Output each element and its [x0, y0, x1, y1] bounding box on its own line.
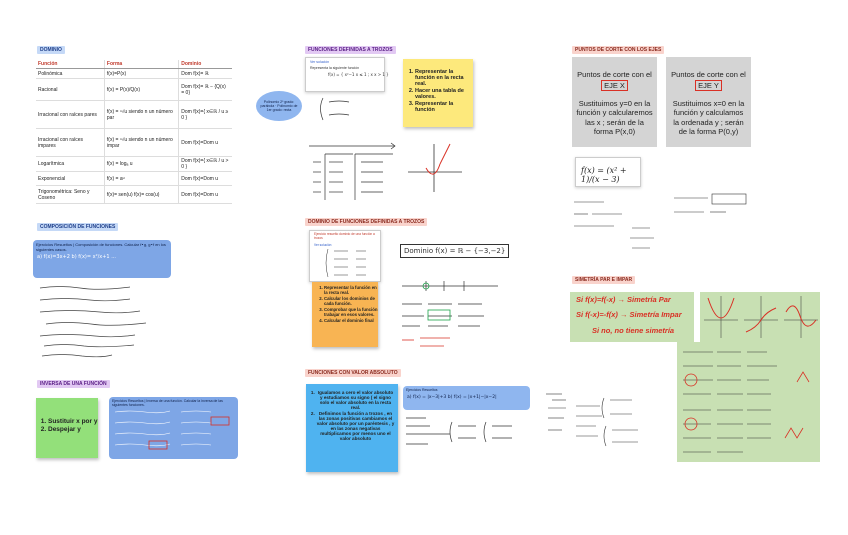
cell-dominio: Dom f(x)=Dom u: [179, 172, 232, 186]
valor-absoluto-step: 2. Definimos la función a trozos , en las zonas positivas cambiamos el valor absoluto por un paréntesis , y en las zonas negativas multiplicamos por menos uno el valor absoluto: [316, 411, 395, 441]
puntos-corte-formula: f(x) = (x² + 1)/(x − 3): [581, 166, 627, 184]
dominio-trozos-steps-note: [312, 282, 378, 347]
simetria-rules-panel: [570, 292, 694, 342]
table-row: [36, 101, 232, 129]
eje-x-label: EJE X: [601, 80, 628, 91]
simetria-impar-rule: Si f(-x)=-f(x) → Simetría Impar: [576, 310, 682, 319]
dominio-trozos-exercise-card[interactable]: [309, 230, 381, 282]
dominio-trozos-card-title: Ejercicio resuelto dominio de una función a trozos: [314, 232, 375, 240]
cell-forma: f(x)= sen(u) f(x)= cos(u): [104, 186, 178, 204]
simetria-par-rule: Si f(x)=f(-x) → Simetría Par: [576, 295, 671, 304]
cell-dominio: Dom f(x)={ x∈ℝ / u ≥ 0 }: [179, 101, 232, 129]
cell-funcion: Exponencial: [36, 172, 104, 186]
eje-y-body: Sustituimos x=0 en la función y calculamos la ordenada y ; serán de la forma P(0,y): [672, 99, 745, 137]
section-trozos-tag: FUNCIONES DEFINIDAS A TROZOS: [305, 46, 396, 54]
cell-dominio: Dom f(x)=Dom u: [179, 129, 232, 157]
puntos-corte-eje-y-card: [666, 57, 751, 147]
trozos-bubble: Polinomio 2º grado: parábola · Polinomio de 1er grado: recta: [256, 91, 302, 121]
composicion-handwritten-work: [36, 282, 166, 362]
dominio-trozos-card-subtitle: Ver solución: [314, 242, 332, 247]
cell-forma: f(x) = P(x)/Q(x): [104, 79, 178, 101]
cell-forma: f(x) = aᵘ: [104, 172, 178, 186]
dominio-trozos-card-formula: [314, 245, 374, 279]
column-header: Dominio: [179, 60, 232, 69]
eje-x-body: Sustituimos y=0 en la función y calcularemos las x ; serán de la forma P(x,0): [576, 99, 653, 137]
valor-absoluto-handwritten-work: [400, 412, 535, 454]
section-valor-absoluto-tag: FUNCIONES CON VALOR ABSOLUTO: [305, 369, 401, 377]
simetria-handwritten-work: [677, 342, 820, 462]
trozos-handwritten-work: [305, 92, 400, 202]
puntos-corte-handwritten-work: [570, 192, 750, 257]
section-dominio-tag: DOMINIO: [37, 46, 65, 54]
table-row: [36, 186, 232, 204]
cell-forma: f(x)=P(x): [104, 69, 178, 79]
dominio-trozos-step: 4. Calcular el dominio final: [324, 318, 378, 323]
simetria-none-rule: Si no, no tiene simetría: [592, 326, 675, 335]
table-row: [36, 79, 232, 101]
dominio-trozos-step: 2. Calcular los dominios de cada función.: [324, 296, 378, 306]
table-row: [36, 69, 232, 79]
trozos-graph: [404, 140, 464, 195]
trozos-card-title: Ver solución: [310, 60, 330, 64]
cell-forma: f(x) = ⁿ√u siendo n un número impar: [104, 129, 178, 157]
trozos-exercise-card[interactable]: [305, 57, 389, 92]
inversa-steps-note: [36, 398, 98, 458]
dominio-trozos-result: Dominio f(x) = ℝ − {−3,−2}: [400, 244, 509, 258]
table-header-row: [36, 60, 232, 69]
eje-x-heading: Puntos de corte con el: [577, 70, 652, 79]
cell-funcion: Polinómica: [36, 69, 104, 79]
column-header: Forma: [104, 60, 178, 69]
dominio-table: [36, 60, 232, 204]
inversa-step: 1. Sustituir x por y: [48, 418, 98, 425]
valor-absoluto-step: 1. Igualamos a cero el valor absoluto y estudiamos su signo ( el signo solo el valor absoluto en la recta real.: [316, 390, 395, 410]
dominio-trozos-handwritten-work: [398, 270, 504, 360]
trozos-steps-note: [403, 59, 473, 127]
trozos-step: 1. Representar la función en la recta real.: [415, 69, 473, 87]
composicion-handwriting: a) f(x)=3x+2 b) f(x)= x²/x+1 ...: [37, 254, 116, 260]
table-row: [36, 129, 232, 157]
valor-absoluto-exercise-card[interactable]: [403, 386, 530, 410]
eje-y-heading: Puntos de corte con el: [671, 70, 746, 79]
cell-funcion: Racional: [36, 79, 104, 101]
inversa-card-text: Ejercicios Resueltos | Inversa de una función. Calcular la inversa de las siguientes funciones.: [112, 399, 223, 408]
composicion-exercise-card[interactable]: [33, 240, 171, 278]
dominio-trozos-step: 3. Comprobar que la función trabajar en esos valores.: [324, 307, 378, 317]
cell-dominio: Dom f(x)=Dom u: [179, 186, 232, 204]
table-row: [36, 157, 232, 172]
section-simetria-tag: SIMETRÍA PAR E IMPAR: [572, 276, 635, 284]
inversa-step: 2. Despejar y: [48, 426, 98, 433]
valor-absoluto-steps-note: [306, 384, 398, 472]
section-dominio-trozos-tag: DOMINIO DE FUNCIONES DEFINIDAS A TROZOS: [305, 218, 427, 226]
trozos-card-formula: f(x) = { x²−1 x ≤ 1 ; x x > 1 }: [328, 72, 389, 77]
eje-y-label: EJE Y: [695, 80, 722, 91]
dominio-trozos-step: 1. Representar la función en la recta real.: [324, 285, 378, 295]
cell-funcion: Trigonométrica: Seno y Coseno: [36, 186, 104, 204]
trozos-card-subtitle: Representa la siguiente función: [310, 66, 360, 70]
cell-funcion: Logarítmica: [36, 157, 104, 172]
composicion-card-text: Ejercicios Resueltos | Composición de funciones. Calcular f∘g, g∘f en los siguientes casos.: [36, 242, 166, 253]
simetria-graphs: [700, 292, 820, 342]
inversa-handwriting: [111, 407, 236, 457]
table-row: [36, 172, 232, 186]
section-composicion-tag: COMPOSICIÓN DE FUNCIONES: [37, 223, 118, 231]
section-inversa-tag: INVERSA DE UNA FUNCIÓN: [37, 380, 110, 388]
valor-absoluto-card-title: Ejercicios Resueltos: [406, 388, 438, 392]
trozos-step: 2. Hacer una tabla de valores.: [415, 88, 473, 100]
valor-absoluto-handwritten-work-2: [542, 390, 667, 460]
cell-funcion: Irracional con raíces impares: [36, 129, 104, 157]
simetria-exercises-panel: [677, 342, 820, 462]
puntos-corte-eje-x-card: [572, 57, 657, 147]
cell-dominio: Dom f(x)= ℝ − {Q(x) = 0}: [179, 79, 232, 101]
simetria-graphs-panel: [700, 292, 820, 342]
cell-dominio: Dom f(x)= ℝ: [179, 69, 232, 79]
cell-forma: f(x) = ⁿ√u siendo n un número par: [104, 101, 178, 129]
valor-absoluto-card-formula: a) f(x) = |x−3|+3 b) f(x) = |x+1|−|x−2|: [407, 395, 497, 400]
trozos-step: 3. Representar la función: [415, 101, 473, 113]
cell-forma: f(x) = logₐ u: [104, 157, 178, 172]
cell-dominio: Dom f(x)={ x∈ℝ / u > 0 }: [179, 157, 232, 172]
section-puntos-corte-tag: PUNTOS DE CORTE CON LOS EJES: [572, 46, 664, 54]
inversa-exercise-card[interactable]: [109, 397, 238, 459]
cell-funcion: Irracional con raíces pares: [36, 101, 104, 129]
puntos-corte-formula-card: [575, 157, 641, 187]
column-header: Función: [36, 60, 104, 69]
